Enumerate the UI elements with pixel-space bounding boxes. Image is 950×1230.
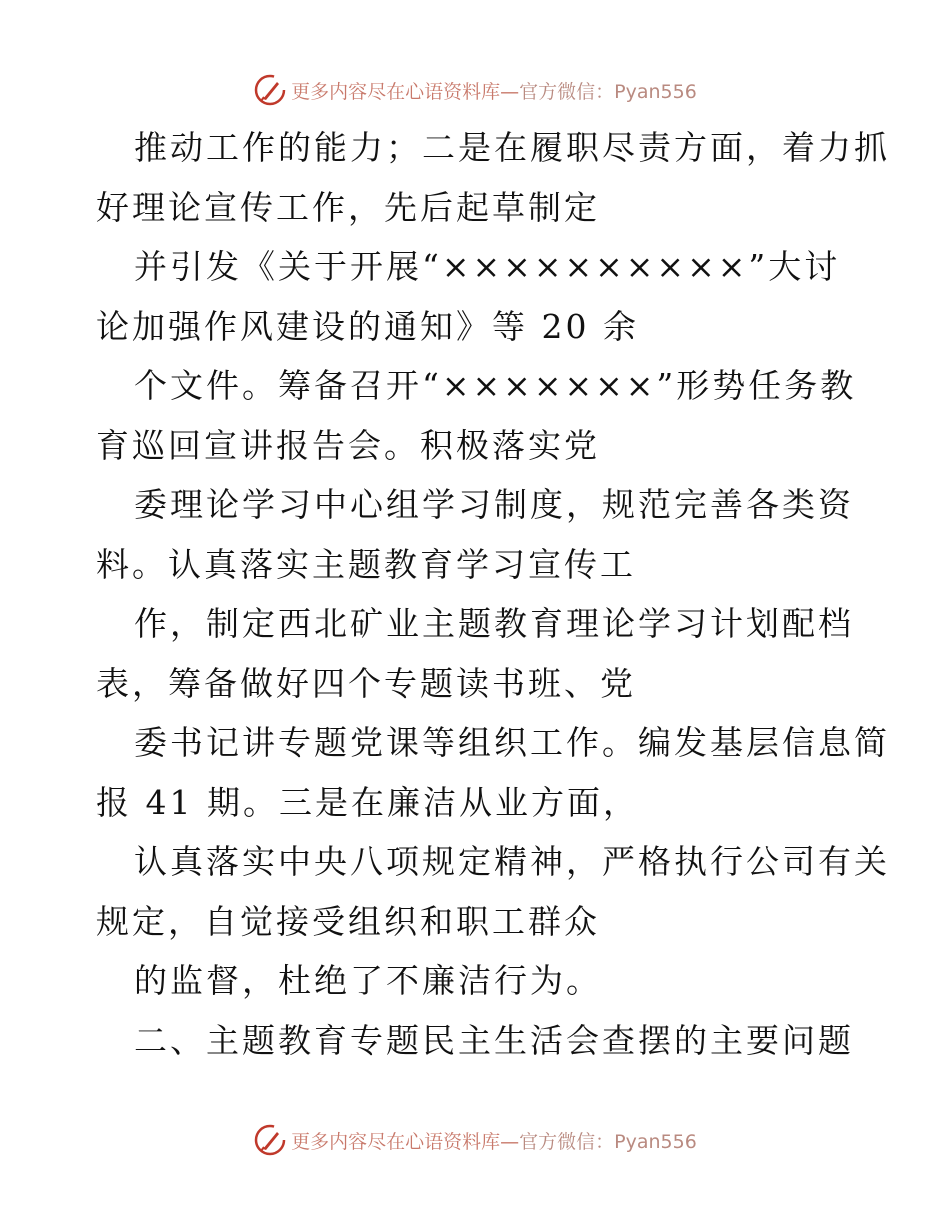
header-banner-text [291,77,697,104]
paragraph [96,475,856,594]
paragraph [96,951,856,1011]
paragraph-line: 报 41 期。三是在廉洁从业方面， [96,782,639,822]
paragraph-line: 委书记讲专题党课等组织工作。编发基层信息简 [134,723,890,762]
paragraph-line: 推动工作的能力；二是在履职尽责方面，着力抓 [134,128,890,167]
paragraph-line: 育巡回宣讲报告会。积极落实党 [96,425,600,465]
paragraph-line: 作，制定西北矿业主题教育理论学习计划配档 [134,604,854,643]
section-heading [96,1011,856,1071]
paragraph-line: 并引发《关于开展“××××××××××”大讨 [134,247,841,286]
document-body [96,118,890,1070]
paragraph [96,237,856,356]
paragraph-line: 个文件。筹备召开“×××××××”形势任务教 [134,366,857,405]
footer-banner-text [291,1127,697,1154]
section-heading-text: 二、主题教育专题民主生活会查摆的主要问题 [134,1020,854,1060]
header-banner-title: 更多内容尽在心语资料库— [291,80,520,103]
paragraph-line: 委理论学习中心组学习制度，规范完善各类资 [134,485,854,524]
paragraph-line: 论加强作风建设的通知》等 20 余 [96,306,639,346]
header-banner-wechat: 官方微信：Pyan556 [519,80,697,103]
footer-banner-wechat: 官方微信：Pyan556 [519,1130,697,1153]
paragraph [96,713,890,832]
paragraph-line: 好理论宣传工作，先后起草制定 [96,187,600,227]
header-banner [0,70,950,110]
paragraph-line: 规定，自觉接受组织和职工群众 [96,901,600,941]
paragraph-line: 表，筹备做好四个专题读书班、党 [96,663,636,703]
paragraph [96,356,856,475]
footer-banner-title: 更多内容尽在心语资料库— [291,1130,520,1153]
footer-banner [0,1120,950,1160]
paragraph-line: 认真落实中央八项规定精神，严格执行公司有关 [134,842,890,881]
quill-pen-circle-icon [253,73,287,107]
paragraph [96,118,890,237]
paragraph-line: 料。认真落实主题教育学习宣传工 [96,544,636,584]
paragraph [96,594,856,713]
quill-pen-circle-icon [253,1123,287,1157]
paragraph [96,832,890,951]
paragraph-line: 的监督，杜绝了不廉洁行为。 [134,961,602,1000]
